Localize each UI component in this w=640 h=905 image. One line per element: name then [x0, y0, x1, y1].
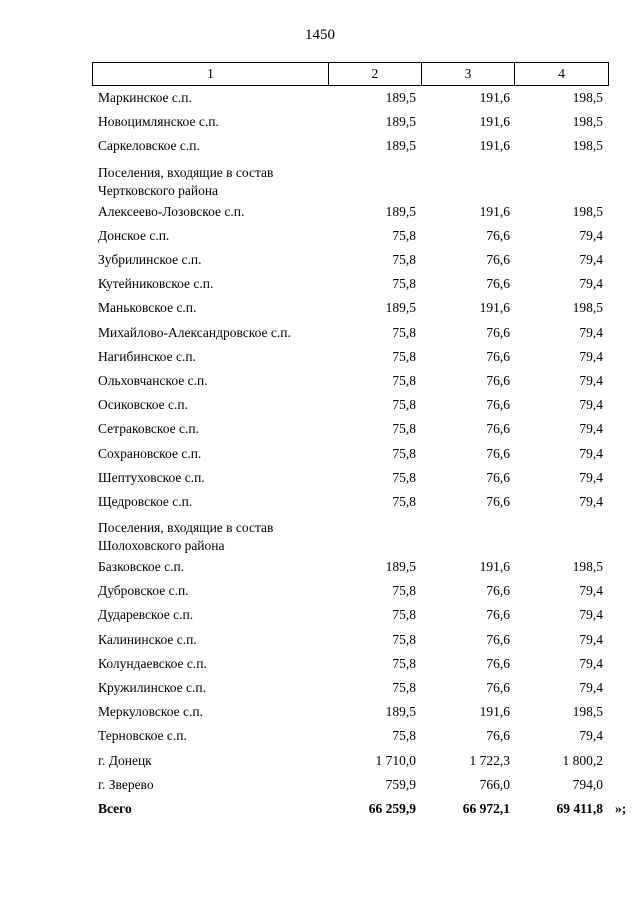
closing-quote-mark: »; — [615, 800, 627, 816]
value-col-4: 198,5 — [572, 559, 603, 575]
value-col-4: 198,5 — [572, 114, 603, 130]
table-row — [92, 369, 609, 393]
value-col-4: 79,4 — [579, 276, 603, 292]
value-col-2: 75,8 — [392, 372, 416, 388]
value-col-2: 75,8 — [392, 631, 416, 647]
settlement-name: Шептуховское с.п. — [98, 469, 205, 485]
table-row — [92, 652, 609, 676]
value-col-4: 79,4 — [579, 397, 603, 413]
value-col-3: 76,6 — [486, 583, 510, 599]
value-col-3: 191,6 — [479, 203, 510, 219]
header-col-1: 1 — [93, 63, 329, 85]
value-col-2: 189,5 — [385, 704, 416, 720]
budget-table — [92, 62, 627, 821]
value-col-4: 198,5 — [572, 90, 603, 106]
value-col-3: 76,6 — [486, 276, 510, 292]
table-row — [92, 555, 609, 579]
settlement-name: Саркеловское с.п. — [98, 138, 200, 154]
settlement-name: Всего — [98, 800, 132, 816]
table-header-row — [92, 62, 609, 86]
value-col-4: 79,4 — [579, 372, 603, 388]
value-col-2: 75,8 — [392, 493, 416, 509]
table-row — [92, 773, 609, 797]
settlement-name: г. Донецк — [98, 752, 152, 768]
value-col-4: 79,4 — [579, 348, 603, 364]
value-col-4: 79,4 — [579, 680, 603, 696]
value-col-4: 79,4 — [579, 421, 603, 437]
value-col-4: 79,4 — [579, 583, 603, 599]
value-col-3: 76,6 — [486, 680, 510, 696]
value-col-4: 79,4 — [579, 493, 603, 509]
value-col-3: 191,6 — [479, 300, 510, 316]
value-col-3: 76,6 — [486, 372, 510, 388]
total-row — [92, 797, 627, 821]
value-col-2: 75,8 — [392, 583, 416, 599]
settlement-name: Калининское с.п. — [98, 631, 197, 647]
value-col-2: 75,8 — [392, 680, 416, 696]
value-col-3: 766,0 — [479, 776, 510, 792]
value-col-3: 76,6 — [486, 607, 510, 623]
value-col-3: 76,6 — [486, 728, 510, 744]
value-col-4: 79,4 — [579, 445, 603, 461]
value-col-2: 189,5 — [385, 300, 416, 316]
settlement-name: Кутейниковское с.п. — [98, 276, 214, 292]
value-col-4: 79,4 — [579, 227, 603, 243]
table-row — [92, 393, 609, 417]
settlement-name: Осиковское с.п. — [98, 397, 188, 413]
value-col-4: 1 800,2 — [562, 752, 603, 768]
settlement-name: Щедровское с.п. — [98, 493, 193, 509]
value-col-4: 198,5 — [572, 300, 603, 316]
table-row — [92, 86, 609, 110]
value-col-3: 191,6 — [479, 114, 510, 130]
value-col-3: 76,6 — [486, 348, 510, 364]
table-row — [92, 466, 609, 490]
value-col-2: 75,8 — [392, 397, 416, 413]
value-col-2: 1 710,0 — [375, 752, 416, 768]
value-col-4: 79,4 — [579, 728, 603, 744]
value-col-2: 75,8 — [392, 445, 416, 461]
settlement-name: Кружилинское с.п. — [98, 680, 206, 696]
value-col-2: 189,5 — [385, 559, 416, 575]
table-row — [92, 749, 609, 773]
table-row — [92, 417, 609, 441]
value-col-2: 189,5 — [385, 138, 416, 154]
settlement-name: Михайлово-Александровское с.п. — [98, 324, 291, 340]
settlement-name: Дубровское с.п. — [98, 583, 189, 599]
table-row — [92, 134, 609, 158]
settlement-name: г. Зверево — [98, 776, 154, 792]
value-col-3: 76,6 — [486, 445, 510, 461]
value-col-2: 75,8 — [392, 421, 416, 437]
header-col-4: 4 — [558, 66, 566, 81]
value-col-2: 75,8 — [392, 276, 416, 292]
value-col-3: 66 972,1 — [462, 800, 510, 816]
value-col-3: 76,6 — [486, 493, 510, 509]
value-col-2: 75,8 — [392, 348, 416, 364]
value-col-4: 79,4 — [579, 631, 603, 647]
table-row — [92, 321, 609, 345]
settlement-name: Базковское с.п. — [98, 559, 185, 575]
value-col-2: 75,8 — [392, 655, 416, 671]
table-row — [92, 110, 609, 134]
table-row — [92, 579, 609, 603]
value-col-2: 75,8 — [392, 227, 416, 243]
header-col-2: 2 — [329, 63, 422, 85]
value-col-2: 66 259,9 — [368, 800, 416, 816]
value-col-2: 759,9 — [385, 776, 416, 792]
value-col-2: 189,5 — [385, 90, 416, 106]
value-col-3: 76,6 — [486, 252, 510, 268]
value-col-3: 1 722,3 — [469, 752, 510, 768]
page-number: 1450 — [305, 27, 335, 43]
value-col-4: 79,4 — [579, 469, 603, 485]
table-row — [92, 628, 609, 652]
settlement-name: Нагибинское с.п. — [98, 348, 196, 364]
value-col-2: 189,5 — [385, 114, 416, 130]
value-col-2: 75,8 — [392, 728, 416, 744]
value-col-3: 76,6 — [486, 227, 510, 243]
table-row — [92, 224, 609, 248]
value-col-3: 76,6 — [486, 631, 510, 647]
settlement-name: Маркинское с.п. — [98, 90, 192, 106]
settlement-name: Зубрилинское с.п. — [98, 252, 202, 268]
value-col-4: 79,4 — [579, 655, 603, 671]
settlement-name: Дударевское с.п. — [98, 607, 194, 623]
value-col-2: 75,8 — [392, 607, 416, 623]
settlement-name: Новоцимлянское с.п. — [98, 114, 219, 130]
settlement-name: Алексеево-Лозовское с.п. — [98, 203, 245, 219]
value-col-3: 76,6 — [486, 655, 510, 671]
value-col-4: 79,4 — [579, 252, 603, 268]
table-row — [92, 441, 609, 465]
table-body — [92, 86, 627, 821]
table-row — [92, 676, 609, 700]
value-col-3: 76,6 — [486, 421, 510, 437]
settlement-name: Терновское с.п. — [98, 728, 187, 744]
table-row — [92, 296, 609, 320]
settlement-name: Ольховчанское с.п. — [98, 372, 208, 388]
value-col-3: 191,6 — [479, 559, 510, 575]
group-heading-row — [92, 159, 609, 200]
table-row — [92, 724, 609, 748]
header-col-3: 3 — [422, 63, 516, 85]
table-row — [92, 603, 609, 627]
value-col-4: 79,4 — [579, 324, 603, 340]
settlement-name: Меркуловское с.п. — [98, 704, 203, 720]
table-row — [92, 248, 609, 272]
settlement-name: Маньковское с.п. — [98, 300, 197, 316]
value-col-4: 794,0 — [572, 776, 603, 792]
value-col-2: 75,8 — [392, 252, 416, 268]
value-col-4: 69 411,8 — [556, 800, 603, 816]
table-row — [92, 345, 609, 369]
table-row — [92, 200, 609, 224]
value-col-3: 191,6 — [479, 138, 510, 154]
settlement-name: Сетраковское с.п. — [98, 421, 199, 437]
table-row — [92, 272, 609, 296]
settlement-name: Донское с.п. — [98, 227, 170, 243]
value-col-2: 75,8 — [392, 469, 416, 485]
group-heading-label: Поселения, входящие в состав Чертковского района — [98, 164, 274, 198]
value-col-3: 76,6 — [486, 397, 510, 413]
value-col-2: 189,5 — [385, 203, 416, 219]
value-col-4: 198,5 — [572, 138, 603, 154]
table-row — [92, 490, 609, 514]
value-col-2: 75,8 — [392, 324, 416, 340]
value-col-4: 198,5 — [572, 704, 603, 720]
value-col-3: 191,6 — [479, 90, 510, 106]
settlement-name: Колундаевское с.п. — [98, 655, 207, 671]
value-col-3: 191,6 — [479, 704, 510, 720]
group-heading-label: Поселения, входящие в состав Шолоховского района — [98, 520, 274, 553]
value-col-3: 76,6 — [486, 469, 510, 485]
table-row — [92, 700, 609, 724]
group-heading-row — [92, 514, 609, 555]
value-col-4: 79,4 — [579, 607, 603, 623]
value-col-4: 198,5 — [572, 203, 603, 219]
value-col-3: 76,6 — [486, 324, 510, 340]
settlement-name: Сохрановское с.п. — [98, 445, 202, 461]
